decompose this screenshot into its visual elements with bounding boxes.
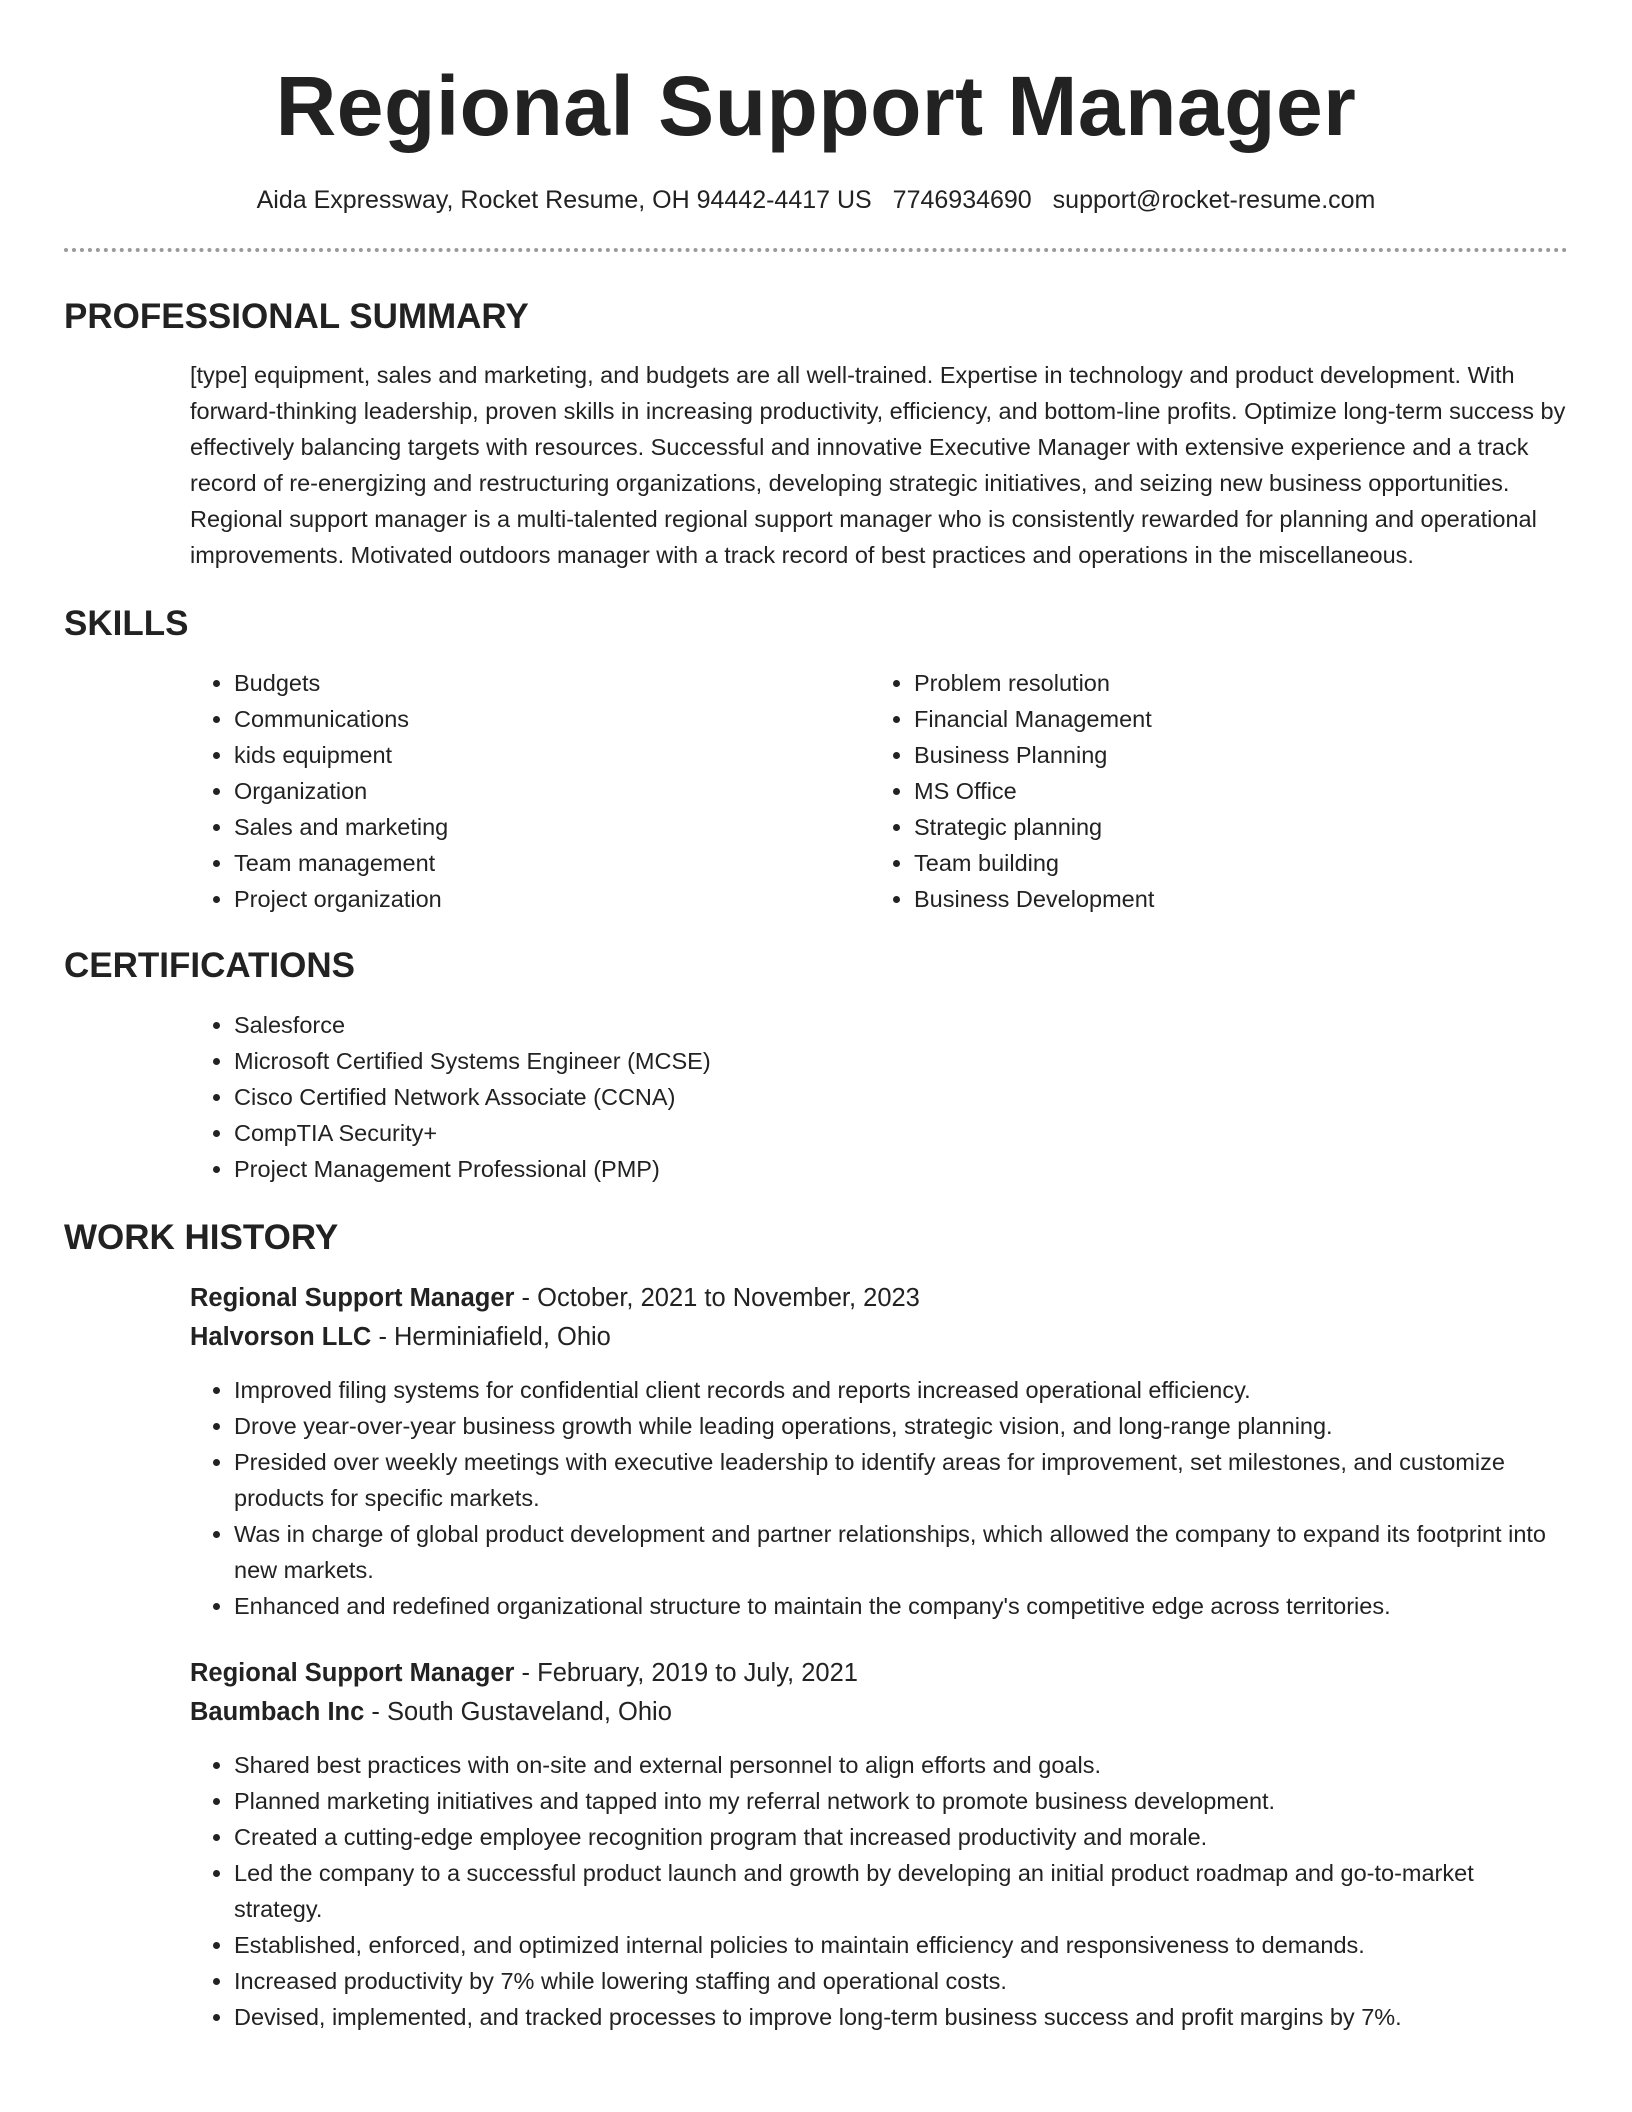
list-item: • Strategic planning [914,809,1550,845]
contact-address: Aida Expressway, Rocket Resume, OH 94442-4417 US [256,186,872,214]
list-item: • kids equipment [234,737,870,773]
list-item: • Financial Management [914,701,1550,737]
resume-page [64,0,1568,2035]
list-item: • Project organization [234,881,870,917]
job-dates: - October, 2021 to November, 2023 [514,1284,920,1312]
job-role: Regional Support Manager [190,1284,515,1312]
certifications-section [64,945,1568,1187]
list-item: • Devised, implemented, and tracked processes to improve long-term business success and profit margins by 7%. [234,1999,1568,2035]
work-history-section [64,1217,1568,2035]
list-item: • Business Development [914,881,1550,917]
list-item: • Salesforce [234,1007,1568,1043]
certifications-title: CERTIFICATIONS [64,946,356,985]
list-item: • Was in charge of global product development and partner relationships, which allowed the company to expand its footprint into new markets. [234,1516,1568,1588]
job-entry [190,1654,1568,2035]
summary-section [64,296,1568,573]
job-role: Regional Support Manager [190,1659,515,1687]
resume-name: Regional Support Manager [275,59,1357,153]
list-item: • Communications [234,701,870,737]
job-company-line [190,1693,1568,1732]
header-divider [64,248,1568,252]
summary-title: PROFESSIONAL SUMMARY [64,297,529,336]
job-company-line [190,1318,1568,1357]
list-item: • Enhanced and redefined organizational structure to maintain the company's competitive edge across territories. [234,1588,1568,1624]
skills-column-right [870,665,1550,917]
job-location: - Herminiafield, Ohio [371,1323,611,1351]
job-title-line [190,1279,1568,1318]
job-bullets [190,1747,1568,2035]
work-history-title: WORK HISTORY [64,1218,339,1257]
list-item: • Established, enforced, and optimized internal policies to maintain efficiency and responsiveness to demands. [234,1927,1568,1963]
list-item: • Improved filing systems for confidential client records and reports increased operational efficiency. [234,1372,1568,1408]
skills-list-right [870,665,1550,917]
summary-text: [type] equipment, sales and marketing, and budgets are all well-trained. Expertise in technology and product development. With forward-thinking leadership, proven skills in increasing productivity, efficiency, and bottom-line profits. Optimize long-term success by effectively balancing targets with resources. Successful and innovative Executive Manager with extensive experience and a track record of re-energizing and restructuring organizations, developing strategic initiatives, and seizing new business opportunities. Regional support manager is a multi-talented regional support manager who is consistently rewarded for planning and operational improvements. Motivated outdoors manager with a track record of best practices and operations in the miscellaneous. [190,362,1566,568]
list-item: • Cisco Certified Network Associate (CCNA) [234,1079,1568,1115]
list-item: • Sales and marketing [234,809,870,845]
job-entry [190,1279,1568,1624]
job-location: - South Gustaveland, Ohio [364,1698,672,1726]
list-item: • Led the company to a successful product launch and growth by developing an initial product roadmap and go-to-market strategy. [234,1855,1568,1927]
job-company: Halvorson LLC [190,1323,372,1351]
list-item: • Increased productivity by 7% while lowering staffing and operational costs. [234,1963,1568,1999]
skills-grid [190,665,1568,917]
list-item: • Team management [234,845,870,881]
certifications-list [190,1007,1568,1187]
job-bullets [190,1372,1568,1624]
contact-phone: 7746934690 [892,186,1032,214]
contact-line [64,184,1568,216]
job-dates: - February, 2019 to July, 2021 [514,1659,858,1687]
list-item: • Presided over weekly meetings with executive leadership to identify areas for improvement, set milestones, and customize products for specific markets. [234,1444,1568,1516]
list-item: • Project Management Professional (PMP) [234,1151,1568,1187]
contact-email: support@rocket-resume.com [1052,186,1376,214]
list-item: • MS Office [914,773,1550,809]
list-item: • Microsoft Certified Systems Engineer (MCSE) [234,1043,1568,1079]
skills-section [64,603,1568,917]
list-item: • Organization [234,773,870,809]
list-item: • Drove year-over-year business growth while leading operations, strategic vision, and long-range planning. [234,1408,1568,1444]
skills-list-left [190,665,870,917]
list-item: • Budgets [234,665,870,701]
list-item: • Planned marketing initiatives and tapped into my referral network to promote business development. [234,1783,1568,1819]
skills-title: SKILLS [64,604,189,643]
skills-column-left [190,665,870,917]
list-item: • Problem resolution [914,665,1550,701]
job-title-line [190,1654,1568,1693]
list-item: • CompTIA Security+ [234,1115,1568,1151]
certifications-body [190,1007,1568,1187]
list-item: • Business Planning [914,737,1550,773]
list-item: • Created a cutting-edge employee recognition program that increased productivity and morale. [234,1819,1568,1855]
list-item: • Team building [914,845,1550,881]
job-company: Baumbach Inc [190,1698,365,1726]
list-item: • Shared best practices with on-site and external personnel to align efforts and goals. [234,1747,1568,1783]
